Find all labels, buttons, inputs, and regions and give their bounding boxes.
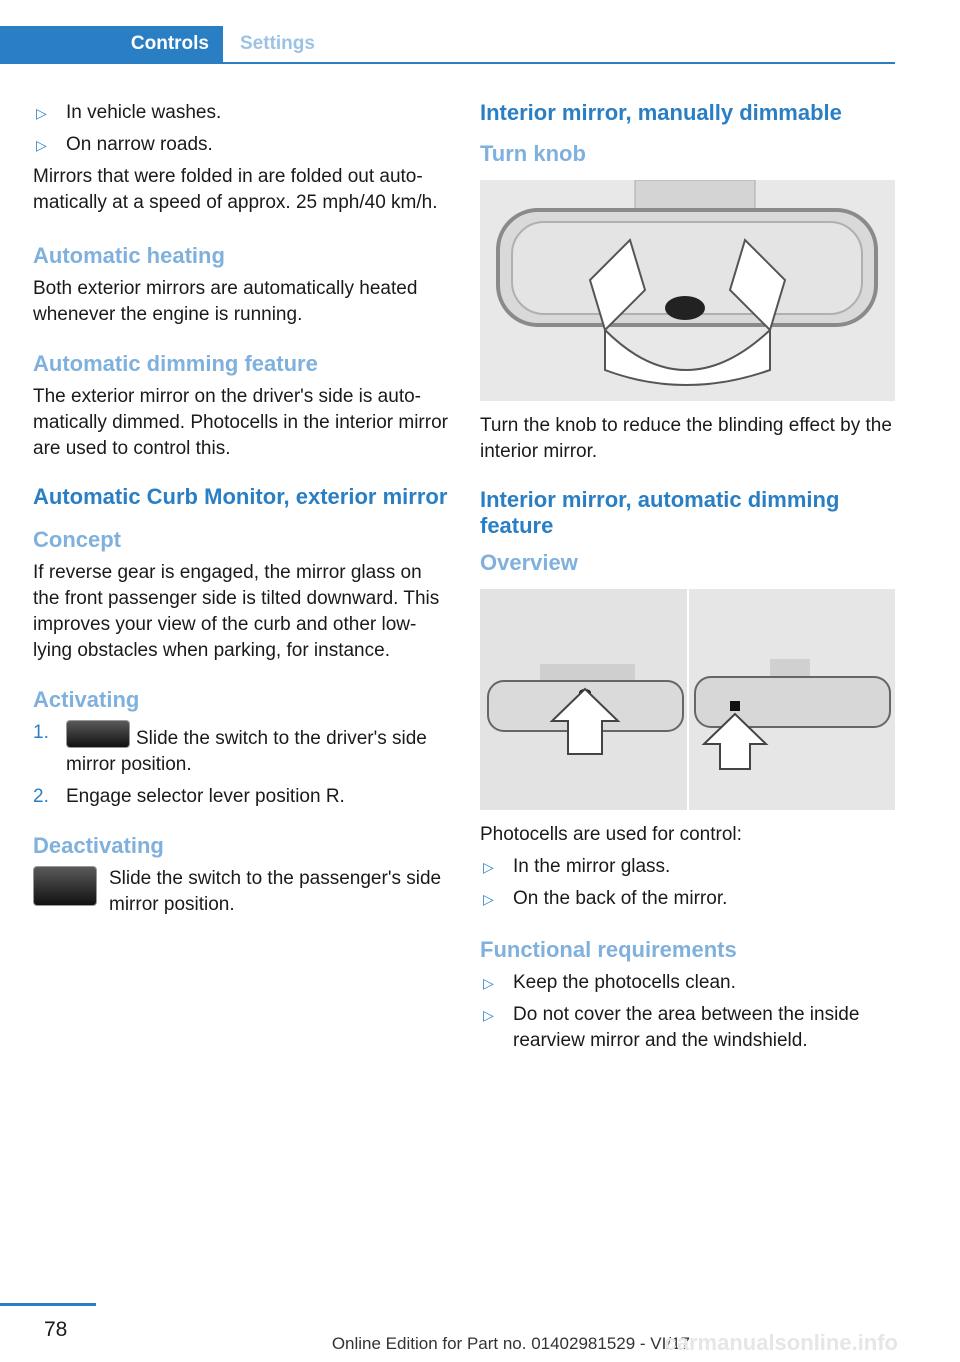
heading-automatic-dimming-interior: Interior mirror, automatic dimming feature: [480, 487, 840, 538]
heading-turn-knob: Turn knob: [480, 141, 586, 166]
folded-text: Mirrors that were folded in are folded out auto-matically at a speed of approx. 25 mph/40 km/h.: [33, 166, 438, 213]
photocell-overview-illustration: [480, 589, 895, 810]
mirror-turn-knob-illustration: [480, 180, 895, 401]
heading-activating: Activating: [33, 687, 140, 712]
dimming-text: The exterior mirror on the driver's side is auto-matically dimmed. Photocells in the interior mirror are used to control this.: [33, 386, 448, 459]
list-item: 1. Slide the switch to the driver's side mirror position.: [33, 722, 427, 775]
mirror-switch-icon: [33, 866, 97, 906]
turn-knob-figure: [480, 180, 895, 401]
turn-knob-text: Turn the knob to reduce the blinding effect by the interior mirror.: [480, 415, 892, 462]
heating-text: Both exterior mirrors are automatically heated whenever the engine is running.: [33, 278, 418, 325]
triangle-bullet-icon: ▷: [36, 105, 47, 121]
edition-text: Online Edition for Part no. 01402981529 - VI/17: [331, 1334, 690, 1353]
deactivating-text: Slide the switch to the passenger's side mirror position.: [109, 868, 442, 915]
list-item: ▷ Keep the photocells clean.: [480, 970, 895, 996]
heading-manual-dimmable: Interior mirror, manually dimmable: [480, 100, 842, 125]
list-item: 2. Engage selector lever position R.: [33, 786, 345, 807]
list-item: ▷ Do not cover the area between the inside rearview mirror and the windshield.: [480, 1002, 895, 1054]
heading-automatic-heating: Automatic heating: [33, 243, 225, 268]
page-number: 78: [44, 1318, 68, 1341]
heading-overview: Overview: [480, 550, 578, 575]
triangle-bullet-icon: ▷: [483, 859, 494, 875]
photocells-text: Photocells are used for control:: [480, 824, 742, 845]
footer-rule: [0, 1303, 96, 1306]
overview-figure: [480, 589, 895, 810]
right-column: [480, 100, 895, 1060]
list-item: ▷ In vehicle washes.: [33, 100, 448, 126]
left-column: [33, 100, 448, 918]
heading-functional-requirements: Functional requirements: [480, 937, 737, 962]
heading-automatic-dimming: Automatic dimming feature: [33, 351, 318, 376]
triangle-bullet-icon: ▷: [36, 137, 47, 153]
triangle-bullet-icon: ▷: [483, 1007, 494, 1023]
heading-deactivating: Deactivating: [33, 833, 164, 858]
tab-settings[interactable]: Settings: [240, 33, 315, 54]
triangle-bullet-icon: ▷: [483, 975, 494, 991]
watermark: carmanualsonline.info: [664, 1330, 898, 1355]
list-item: ▷ In the mirror glass.: [480, 854, 895, 880]
heading-curb-monitor: Automatic Curb Monitor, exterior mirror: [33, 484, 448, 509]
deactivating-block: [33, 866, 448, 918]
header-tabs: [0, 26, 895, 64]
mirror-switch-icon: [66, 720, 130, 748]
heading-concept: Concept: [33, 527, 121, 552]
list-item: ▷ On the back of the mirror.: [480, 886, 895, 912]
list-item: ▷ On narrow roads.: [33, 132, 448, 158]
triangle-bullet-icon: ▷: [483, 891, 494, 907]
tab-controls[interactable]: Controls: [0, 26, 223, 62]
concept-text: If reverse gear is engaged, the mirror glass on the front passenger side is tilted downward. This improves your view of the curb and other low-lying obstacles when parking, for instance.: [33, 562, 440, 661]
